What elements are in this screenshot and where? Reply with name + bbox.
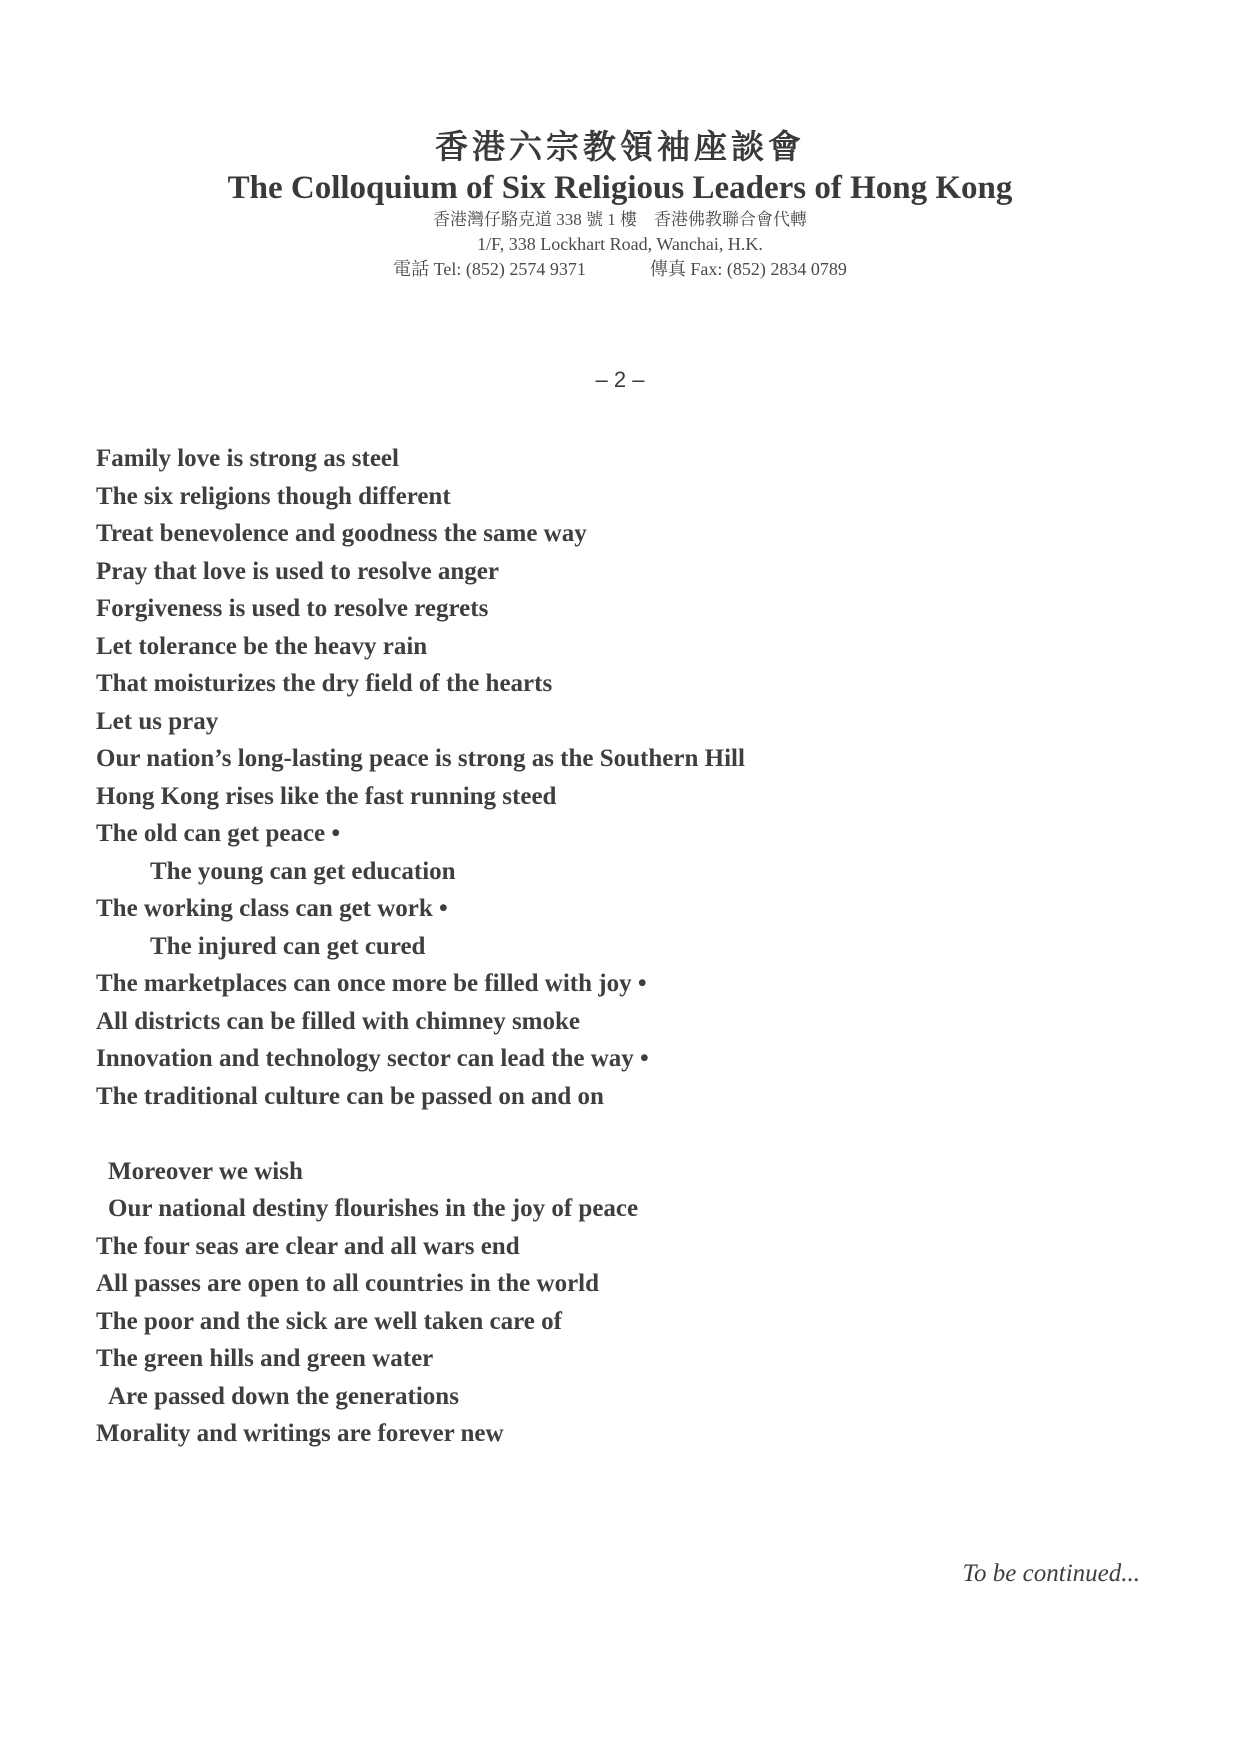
organization-title-chinese: 香港六宗教領袖座談會 [435,130,805,166]
stanza-break [96,1115,1156,1153]
to-be-continued-note: To be continued... [962,1560,1140,1587]
poem-line: Innovation and technology sector can lead the way • [96,1045,649,1072]
poem-line: Are passed down the generations [108,1382,459,1410]
poem-line: Our national destiny flourishes in the joy of peace [108,1195,639,1222]
poem-line: Moreover we wish [108,1157,303,1185]
poem-line: The poor and the sick are well taken care of [96,1307,562,1335]
fax: 傳真 Fax: (852) 2834 0789 [649,259,847,279]
page-number: – 2 – [595,367,645,392]
poem-line: All passes are open to all countries in the world [96,1270,600,1297]
poem-line: The young can get education [150,857,456,885]
poem-line: Treat benevolence and goodness the same way [96,520,587,547]
telephone: 電話 Tel: (852) 2574 9371 [393,259,586,279]
contact-line [0,257,1240,282]
poem-line: The six religions though different [96,482,451,510]
poem-line: Hong Kong rises like the fast running steed [96,782,557,810]
poem-line: Forgiveness is used to resolve regrets [96,595,489,622]
poem-line: That moisturizes the dry field of the hearts [96,670,553,697]
poem-line: The injured can get cured [150,932,426,960]
address-chinese: 香港灣仔駱克道 338 號 1 樓 香港佛教聯合會代轉 [433,210,807,229]
poem-line: Pray that love is used to resolve anger [96,557,499,585]
poem-line: The old can get peace • [96,820,341,847]
poem-line: Let us pray [96,707,219,735]
poem-line: The working class can get work • [96,895,448,922]
poem-line: Let tolerance be the heavy rain [96,632,428,660]
poem-line: Our nation’s long-lasting peace is strong as the Southern Hill [96,745,745,772]
organization-title-english: The Colloquium of Six Religious Leaders of Hong Kong [227,170,1013,206]
address-english: 1/F, 338 Lockhart Road, Wanchai, H.K. [477,234,763,254]
letterhead [0,128,1240,282]
poem-line: The four seas are clear and all wars end [96,1232,520,1260]
poem-line: The traditional culture can be passed on and on [96,1082,604,1110]
poem-line: All districts can be filled with chimney smoke [96,1007,581,1035]
poem-line: The marketplaces can once more be filled with joy • [96,970,647,997]
poem-line: Family love is strong as steel [96,445,399,472]
poem-body [96,440,1156,1453]
poem-line: Morality and writings are forever new [96,1420,504,1447]
poem-line: The green hills and green water [96,1345,434,1372]
